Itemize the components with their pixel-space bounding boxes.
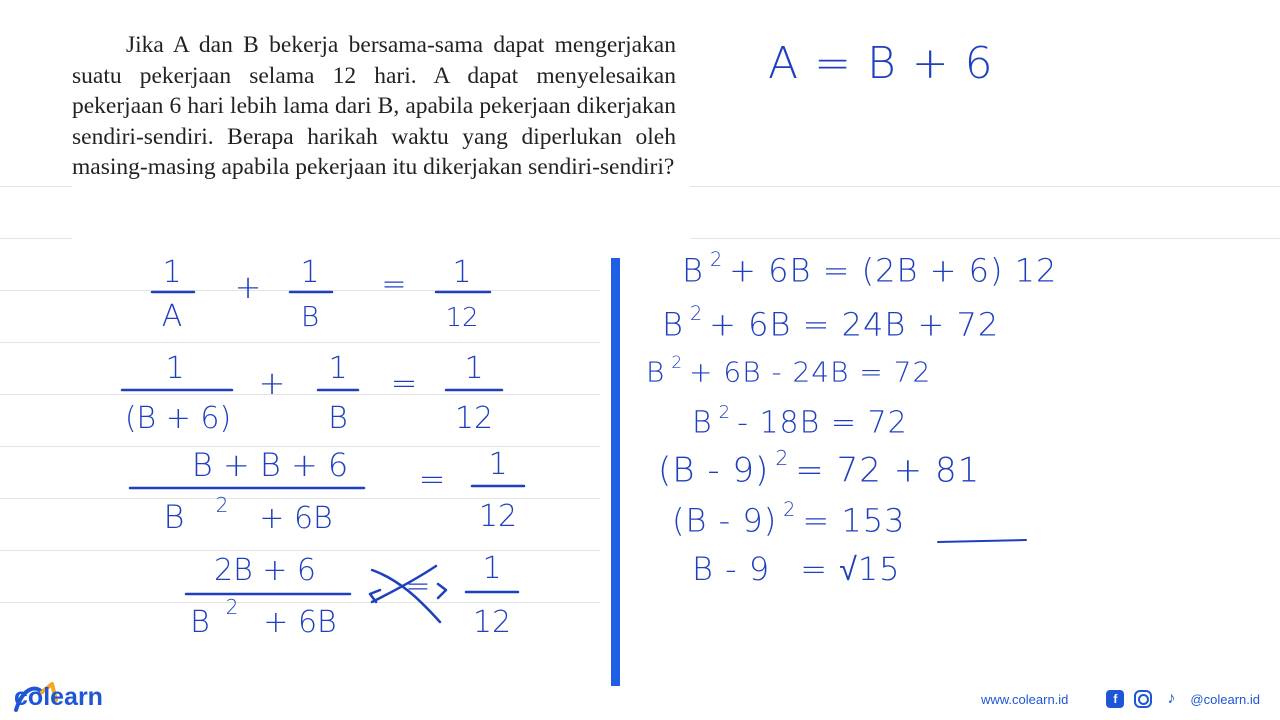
step-exp: 2 xyxy=(718,402,732,423)
social-handle[interactable]: @colearn.id xyxy=(1190,691,1260,707)
eq4-den3: 12 xyxy=(472,605,512,640)
step-exp: 2 xyxy=(709,248,724,271)
eq2-num1: 1 xyxy=(165,351,185,386)
eq2-num3: 1 xyxy=(464,351,484,386)
eq1-num2: 1 xyxy=(300,255,320,290)
eq4-num: 2B + 6 xyxy=(213,553,317,588)
step-rest: + 6B = (2B + 6) 12 xyxy=(729,251,1058,290)
facebook-icon[interactable]: f xyxy=(1106,690,1124,708)
right-step-3 xyxy=(646,352,931,388)
eq1-plus: + xyxy=(234,268,262,306)
eq4-num3: 1 xyxy=(482,551,502,586)
step-exp: 2 xyxy=(775,446,790,470)
left-work xyxy=(100,250,600,650)
eq1-equals: = xyxy=(381,267,407,302)
ruled-line xyxy=(0,186,72,187)
step-exp: 2 xyxy=(689,302,704,325)
tiktok-icon[interactable]: ♪ xyxy=(1167,690,1176,707)
step-rest: = 72 + 81 xyxy=(795,450,981,491)
equation-4 xyxy=(186,551,518,640)
step-rest: = 153 xyxy=(802,501,906,540)
step-base: B xyxy=(692,405,713,441)
right-step-1 xyxy=(682,248,1057,289)
column-divider xyxy=(611,258,620,686)
eq2-den2: B xyxy=(328,401,348,436)
eq1-num3: 1 xyxy=(452,255,472,290)
eq3-equals: = xyxy=(418,460,446,498)
right-step-2 xyxy=(662,302,999,343)
arrowhead-left xyxy=(370,590,380,602)
eq1-num1: 1 xyxy=(162,255,182,290)
eq3-den-rest: + 6B xyxy=(259,501,333,536)
eq2-plus: + xyxy=(258,364,286,402)
eq3-num: B + B + 6 xyxy=(191,446,349,484)
step-base: B xyxy=(682,251,704,290)
right-step-5 xyxy=(658,446,980,490)
ruled-line xyxy=(690,186,1280,187)
eq3-den3: 12 xyxy=(478,499,518,534)
eq1-den2: B xyxy=(300,300,320,333)
step-rest: + 6B = 24B + 72 xyxy=(709,305,1000,344)
step-base: B xyxy=(646,355,666,389)
eq3-num3: 1 xyxy=(488,447,508,482)
step-rest: + 6B - 24B = 72 xyxy=(689,355,932,389)
right-step-6 xyxy=(672,498,905,539)
eq1-den3: 12 xyxy=(445,303,479,333)
eq4-den-base: B xyxy=(190,605,210,640)
eq2-num2: 1 xyxy=(328,351,348,386)
step-exp: 2 xyxy=(783,498,797,521)
equation-3 xyxy=(130,446,524,536)
step-base: (B - 9) xyxy=(672,501,778,540)
brand-prefix: co xyxy=(14,682,44,711)
arrowhead-right xyxy=(438,584,446,598)
eq1-den1: A xyxy=(161,299,183,334)
website-link[interactable]: www.colearn.id xyxy=(980,691,1069,707)
relation-a-b: A = B + 6 xyxy=(768,38,994,89)
step-base: B xyxy=(662,305,684,344)
instagram-icon[interactable] xyxy=(1134,690,1152,708)
step-base: B - 9 xyxy=(692,550,771,588)
eq3-den-base: B xyxy=(163,498,185,536)
sqrt-overbar xyxy=(930,536,1030,548)
eq4-equals: = xyxy=(405,569,431,604)
ruled-line xyxy=(0,238,72,239)
eq2-den3: 12 xyxy=(454,401,494,436)
step-rest: = √15 xyxy=(800,550,901,588)
eq4-den-exp: 2 xyxy=(225,595,239,619)
eq3-den-exp: 2 xyxy=(215,493,229,517)
brand-logo xyxy=(14,678,103,716)
step-exp: 2 xyxy=(671,352,684,372)
right-step-7 xyxy=(692,550,900,588)
step-rest: - 18B = 72 xyxy=(737,405,908,441)
step-base: (B - 9) xyxy=(658,450,770,491)
equation-2 xyxy=(122,351,502,436)
eq2-den1: (B + 6) xyxy=(124,401,232,436)
eq2-equals: = xyxy=(390,364,418,402)
ruled-line xyxy=(690,238,1280,239)
right-step-4 xyxy=(692,402,908,440)
brand-suffix: learn xyxy=(43,682,103,711)
eq4-den-rest: + 6B xyxy=(263,605,337,640)
equation-1 xyxy=(152,255,490,334)
problem-text: Jika A dan B bekerja bersama-sama dapat mengerjakan suatu pekerjaan selama 12 hari. A dapat menyelesaikan pekerjaan 6 hari lebih lama dari B, apabila pekerjaan dikerjakan sendiri-sendiri. Berapa harikah waktu yang diperlukan oleh masing-masing apabila pekerjaan itu dikerjakan sendiri-sendiri? xyxy=(72,32,676,180)
footer-links xyxy=(981,690,1260,708)
